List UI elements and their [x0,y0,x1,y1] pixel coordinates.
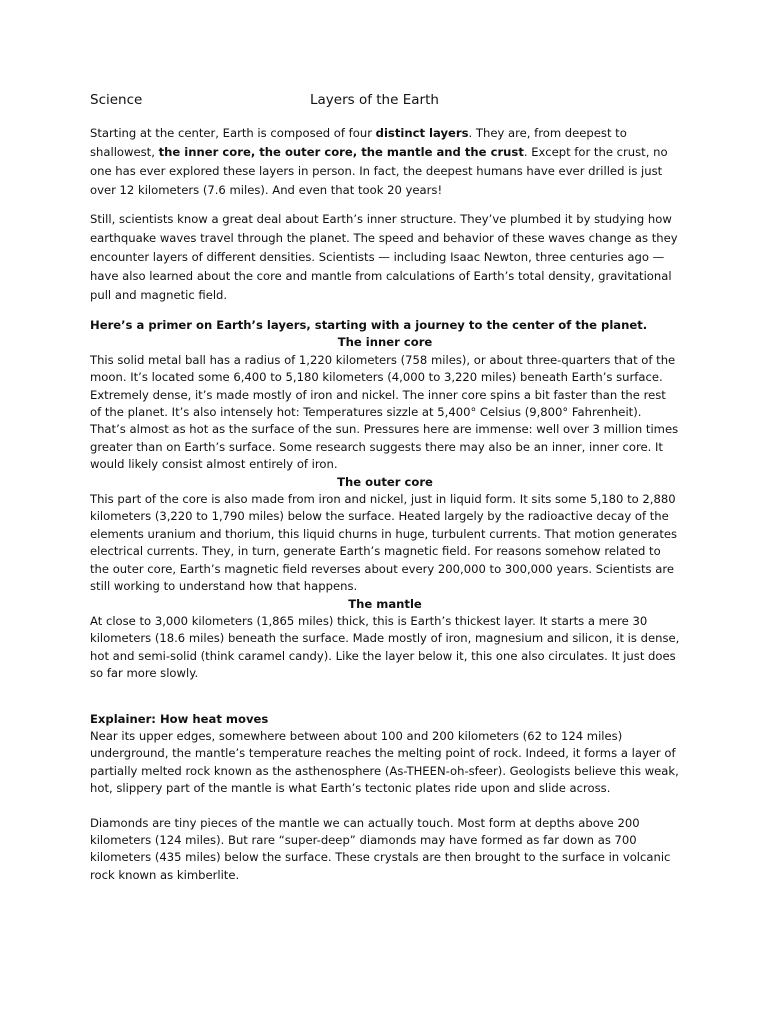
primer-text: Here’s a primer on Earth’s layers, starting with a journey to the center of the planet. [90,318,648,332]
page-header [90,92,680,112]
mantle-text: At close to 3,000 kilometers (1,865 miles) thick, this is Earth’s thickest layer. It starts a mere 30 kilometers (18.6 miles) beneath the surface. Made mostly of iron, magnesium and silicon, it is dense, hot and semi-solid (think caramel candy). Like the layer below it, this one also circulates. It just does so far more slowly. [90,613,680,681]
explainer-title: Explainer: How heat moves [90,711,269,726]
spacer [90,683,680,711]
explainer-heading [90,711,680,728]
intro-bold-1: distinct layers [375,126,469,140]
intro-text-1: Starting at the center, Earth is composed of four [90,126,376,140]
intro-text-2: . They are, from deepest to shallowest, [90,126,627,159]
intro-bold-2: the inner core, the outer core, the mantle and the crust [158,145,524,159]
explainer-paragraph-1: Near its upper edges, somewhere between about 100 and 200 kilometers (62 to 124 miles) underground, the mantle’s temperature reaches the melting point of rock. Indeed, it forms a layer of partially melted rock known as the asthenosphere (As-THEEN-oh-sfeer). Geologists believe this weak, hot, slippery part of the mantle is what Earth’s tectonic plates ride upon and slide across. [90,728,679,796]
outer-core-title: The outer core [337,474,433,489]
intro-text-3: . Except for the crust, no one has ever explored these layers in person. In fact, the deepest humans have ever drilled is just over 12 kilometers (7.6 miles). And even that took 20 years! [90,145,668,197]
layers-section [90,317,680,884]
page-title: Layers of the Earth [310,92,439,108]
outer-core-text: This part of the core is also made from iron and nickel, just in liquid form. It sits some 5,180 to 2,880 kilometers (3,220 to 1,790 miles) below the surface. Heated largely by the radioactive decay of the elements uranium and thorium, this liquid churns in huge, turbulent currents. That motion generates electrical currents. They, in turn, generate Earth’s magnetic field. For reasons somehow related to the outer core, Earth’s magnetic field reverses about every 200,000 to 300,000 years. Scientists are still working to understand how that happens. [90,492,678,594]
inner-core-text: This solid metal ball has a radius of 1,220 kilometers (758 miles), or about three-quarters that of the moon. It’s located some 6,400 to 5,180 kilometers (4,000 to 3,220 miles) beneath Earth’s surface. Extremely dense, it’s made mostly of iron and nickel. The inner core spins a bit faster than the rest of the planet. It’s also intensely hot: Temperatures sizzle at 5,400° Celsius (9,800° Fahrenheit). That’s almost as hot as the surface of the sun. Pressures here are immense: well over 3 million times greater than on Earth’s surface. Some research suggests there may also be an inner, inner core. It would likely consist almost entirely of iron. [90,352,679,472]
spacer [90,798,680,815]
explainer-paragraph-2: Diamonds are tiny pieces of the mantle we can actually touch. Most form at depths above 200 kilometers (124 miles). But rare “super-deep” diamonds may have formed as far down as 700 kilometers (435 miles) below the surface. These crystals are then brought to the surface in volcanic rock known as kimberlite. [90,815,671,882]
inner-core-title: The inner core [337,335,433,350]
document-body [90,124,680,884]
mantle-title: The mantle [348,596,422,611]
intro-paragraph-2: Still, scientists know a great deal about Earth’s inner structure. They’ve plumbed it by studying how earthquake waves travel through the planet. The speed and behavior of these waves change as they encounter layers of different densities. Scientists — including Isaac Newton, three centuries ago — have also learned about the core and mantle from calculations of Earth’s total density, gravitational pull and magnetic field. [90,212,678,302]
primer-heading [90,317,680,334]
subject-label: Science [90,92,143,108]
intro-paragraph-1 [90,124,680,200]
